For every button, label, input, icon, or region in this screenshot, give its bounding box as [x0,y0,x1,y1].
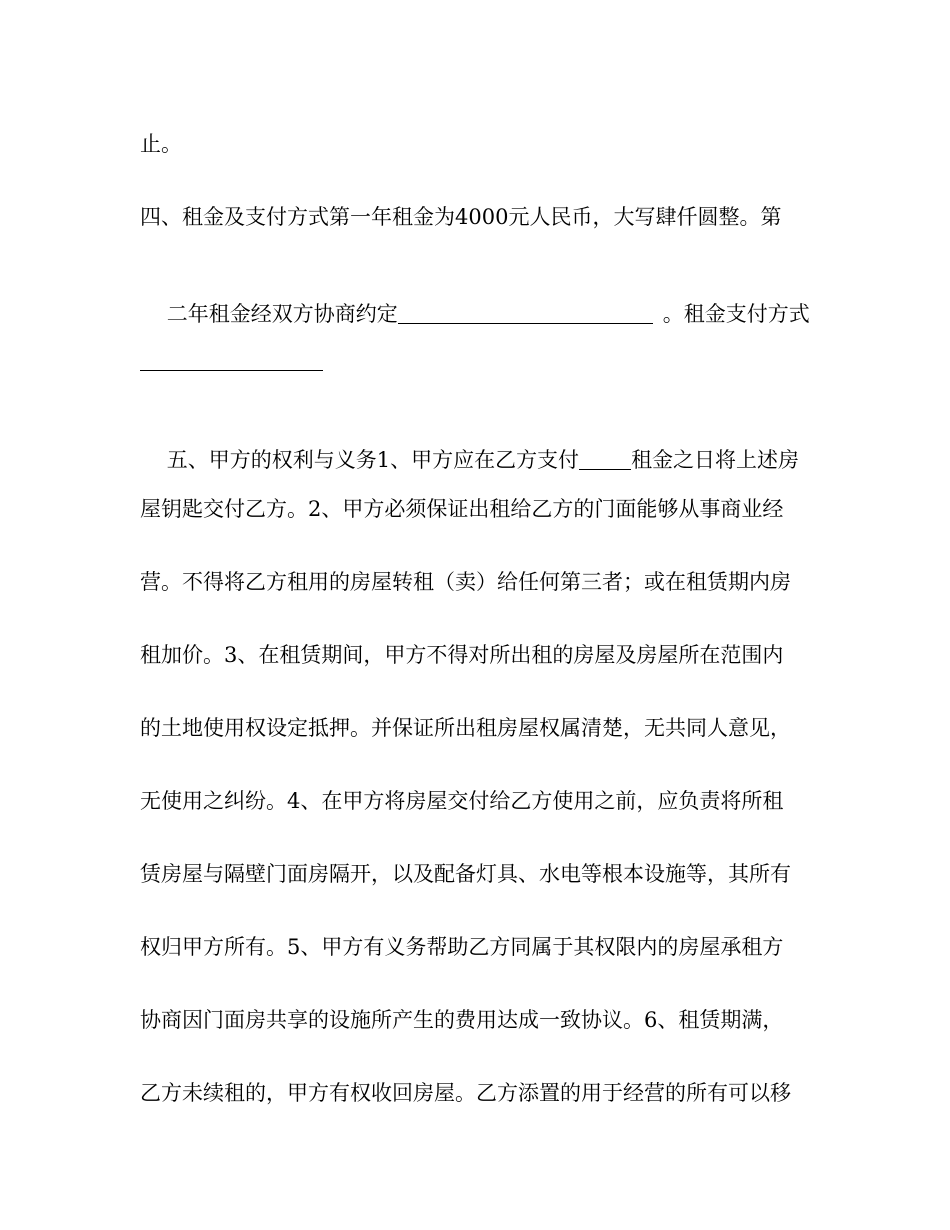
text-line-2: 四、租金及支付方式第一年租金为4000元人民币，大写肆仟圆整。第 [140,205,782,229]
text-line-5-start: 五、甲方的权利与义务1、甲方应在乙方支付 [166,448,580,472]
text-line-9: 的土地使用权设定抵押。并保证所出租房屋权属清楚，无共同人意见， [140,716,791,740]
text-line-14: 乙方未续租的，甲方有权收回房屋。乙方添置的用于经营的所有可以移 [140,1081,791,1105]
text-line-7: 营。不得将乙方租用的房屋转租（卖）给任何第三者；或在租赁期内房 [140,570,791,594]
text-line-5 [140,424,799,496]
text-line-12: 权归甲方所有。5、甲方有义务帮助乙方同属于其权限内的房屋承租方 [140,935,784,959]
text-line-3-start: 二年租金经双方协商约定 [166,302,398,326]
text-line-10: 无使用之纠纷。4、在甲方将房屋交付给乙方使用之前，应负责将所租 [140,789,784,813]
blank-rent-year-two [398,323,653,324]
blank-payment-date [579,469,631,470]
text-line-3-end: 。租金支付方式 [662,302,810,326]
text-line-3 [140,278,810,350]
text-line-6: 屋钥匙交付乙方。2、甲方必须保证出租给乙方的门面能够从事商业经 [140,497,784,521]
text-line-11: 赁房屋与隔壁门面房隔开，以及配备灯具、水电等根本设施等，其所有 [140,862,791,886]
text-line-8: 租加价。3、在租赁期间，甲方不得对所出租的房屋及房屋所在范围内 [140,643,784,667]
text-line-1: 止。 [140,132,182,156]
text-line-5-end: 租金之日将上述房 [631,448,800,472]
text-line-13: 协商因门面房共享的设施所产生的费用达成一致协议。6、租赁期满， [140,1008,784,1032]
blank-payment-method [140,370,323,371]
